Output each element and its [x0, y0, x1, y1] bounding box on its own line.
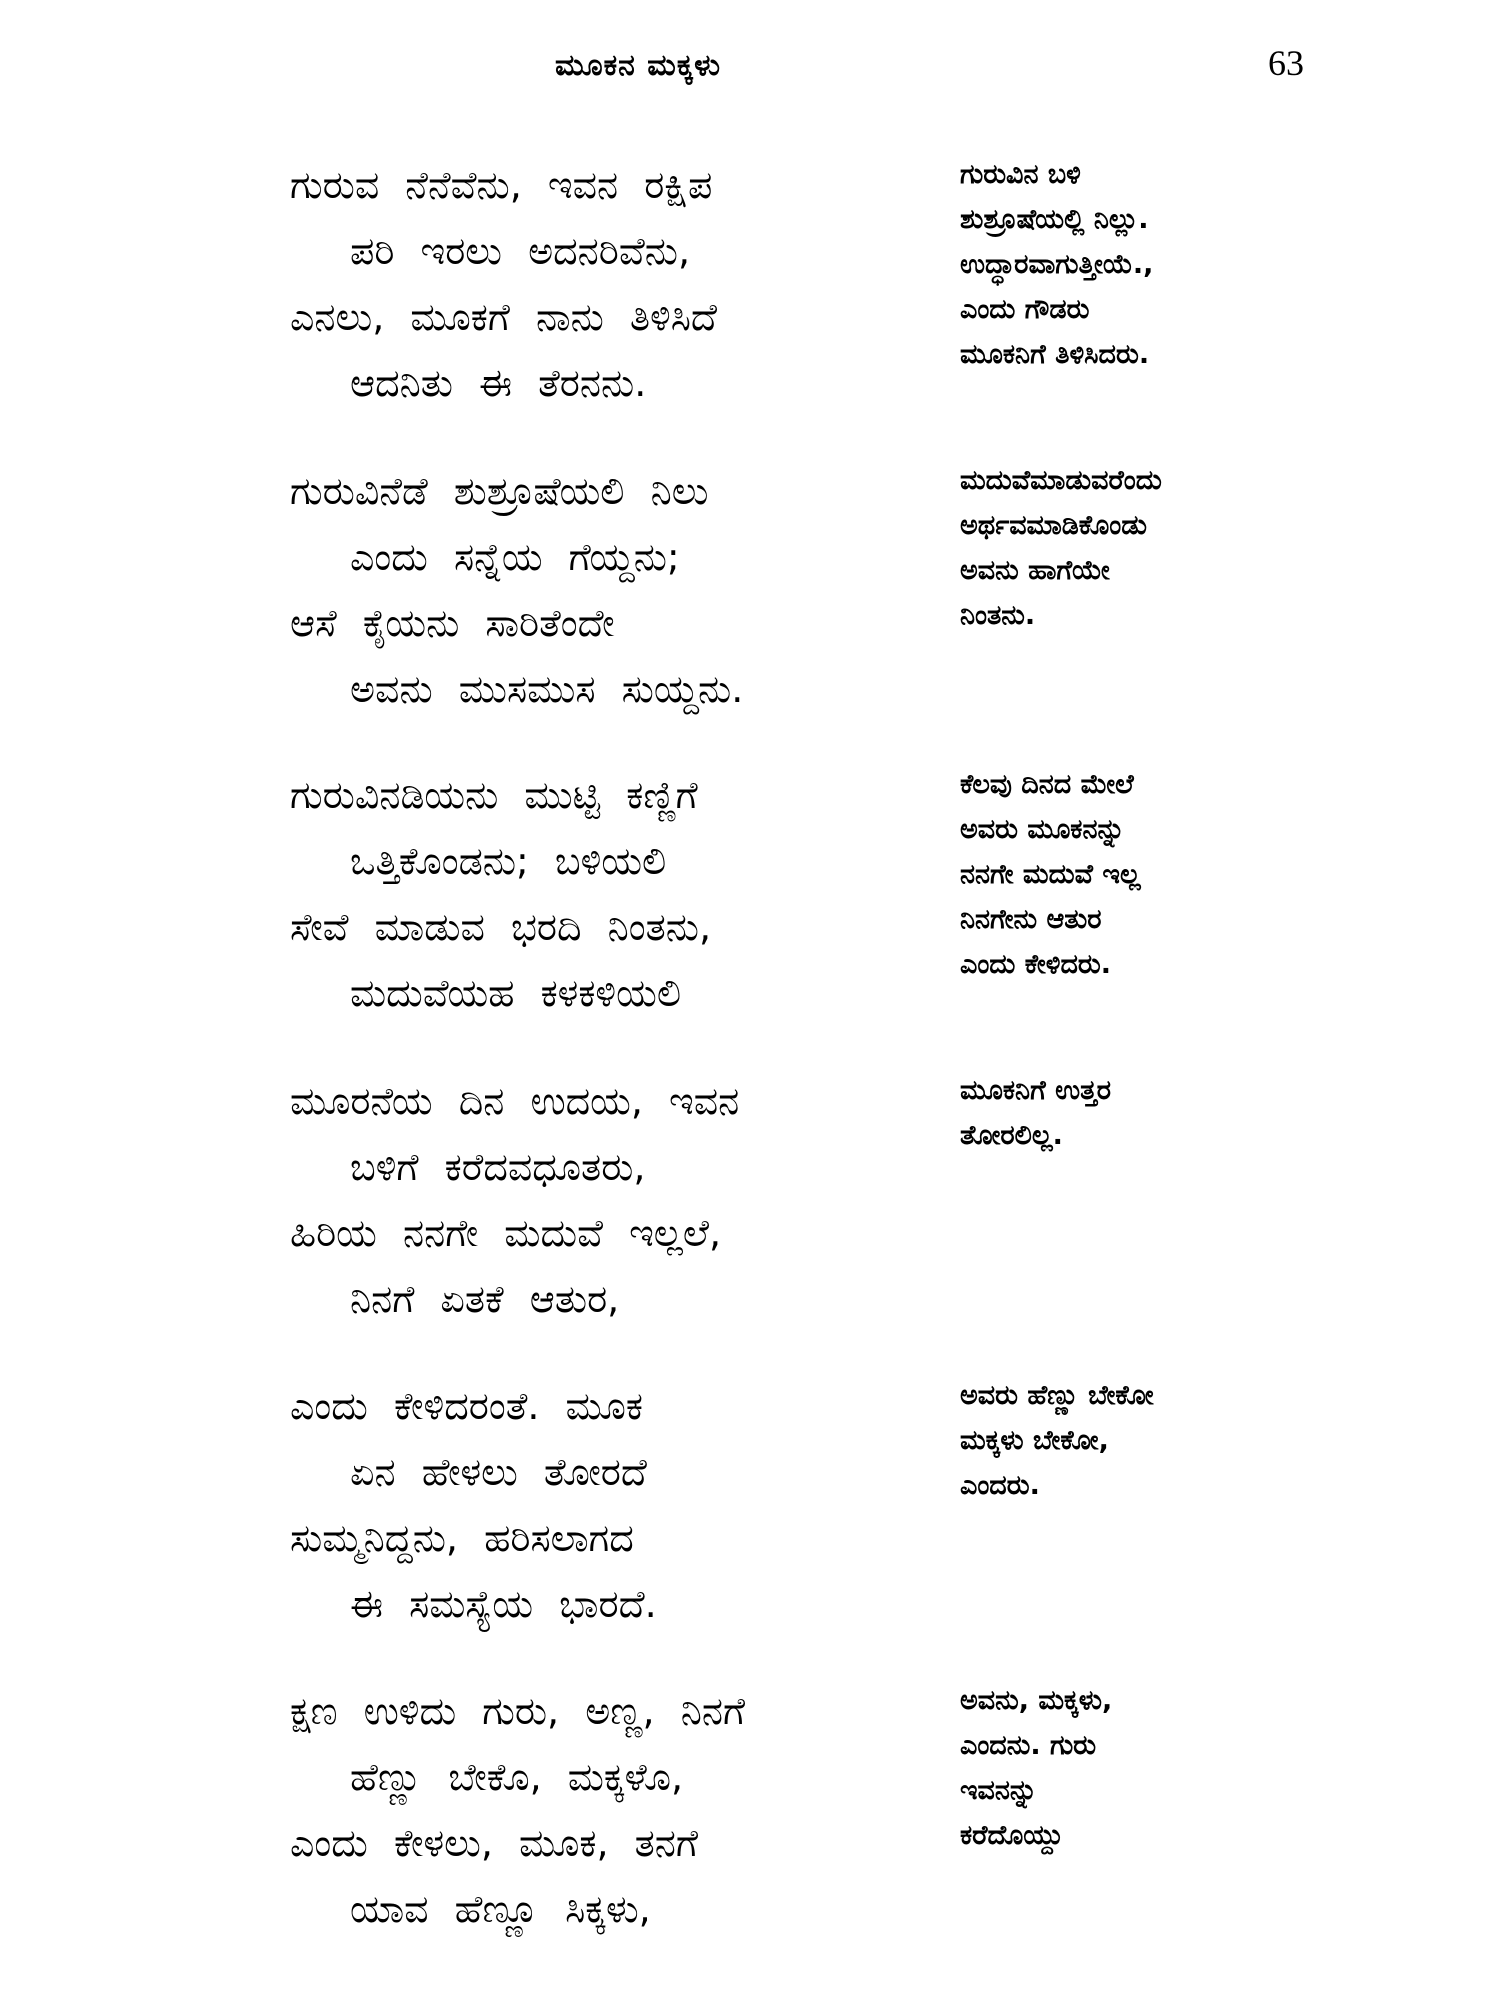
- verse-line: ಆದನಿತು ಈ ತೆರನನು.: [350, 361, 647, 405]
- verse-line: ಸೇವೆ ಮಾಡುವ ಭರದಿ ನಿಂತನು,: [290, 905, 712, 949]
- verse-line: ಗುರುವಿನೆಡೆ ಶುಶ್ರೂಷೆಯಲಿ ನಿಲು: [290, 469, 709, 513]
- verse-block: [290, 152, 930, 416]
- verse-line: ನಿನಗೆ ಏತಕೆ ಆತುರ,: [350, 1277, 620, 1321]
- verse-line: ಎಂದು ಕೇಳಿದರಂತೆ. ಮೂಕ: [290, 1384, 644, 1428]
- verse-line: ಗುರುವಿನಡಿಯನು ಮುಟ್ಟಿ ಕಣ್ಣಿಗೆ: [290, 773, 698, 817]
- verse-line: ಏನ ಹೇಳಲು ತೋರದೆ: [350, 1450, 647, 1494]
- gloss-block: [960, 458, 1420, 638]
- verse-block: [290, 1373, 930, 1637]
- verse-block: [290, 458, 930, 722]
- verse-line: ಅವನು ಮುಸಮುಸ ಸುಯ್ದನು.: [350, 667, 744, 711]
- gloss-line: ಉದ್ಧಾರವಾಗುತ್ತೀಯೆ.,: [960, 249, 1154, 280]
- gloss-line: ನಿಂತನು.: [960, 600, 1036, 631]
- gloss-block: [960, 152, 1420, 377]
- verse-line: ಎಂದು ಕೇಳಲು, ಮೂಕ, ತನಗೆ: [290, 1821, 698, 1865]
- page-header: [0, 40, 1500, 100]
- verse-line: ಎಂದು ಸನ್ನೆಯ ಗೆಯ್ದನು;: [350, 535, 680, 579]
- gloss-line: ಅರ್ಥವಮಾಡಿಕೊಂಡು: [960, 510, 1147, 541]
- gloss-line: ಎಂದು ಗೌಡರು: [960, 294, 1090, 325]
- verse-line: ಮದುವೆಯಹ ಕಳಕಳಿಯಲಿ: [350, 971, 682, 1015]
- gloss-line: ಮೂಕನಿಗೆ ಉತ್ತರ: [960, 1075, 1112, 1106]
- gloss-block: [960, 1373, 1420, 1508]
- gloss-line: ಅವನು, ಮಕ್ಕಳು,: [960, 1685, 1113, 1716]
- verse-line: ಹೆಣ್ಣು ಬೇಕೊ, ಮಕ್ಕಳೊ,: [350, 1755, 684, 1799]
- verse-block: [290, 762, 930, 1026]
- verse-line: ಆಸೆ ಕೈಯನು ಸಾರಿತೆಂದೇ: [290, 601, 615, 645]
- gloss-line: ನಿನಗೇನು ಆತುರ: [960, 904, 1102, 935]
- verse-block: [290, 1678, 930, 1942]
- verse-line: ಯಾವ ಹೆಣ್ಣೂ ಸಿಕ್ಕಳು,: [350, 1887, 651, 1931]
- gloss-line: ಮಕ್ಕಳು ಬೇಕೋ,: [960, 1425, 1109, 1456]
- gloss-line: ಕರೆದೊಯ್ದು: [960, 1820, 1064, 1851]
- verse-line: ಗುರುವ ನೆನೆವೆನು, ಇವನ ರಕ್ಷಿಪ: [290, 163, 713, 207]
- page-number: 63: [1268, 43, 1304, 83]
- gloss-line: ಇವನನ್ನು: [960, 1775, 1038, 1806]
- gloss-line: ತೋರಲಿಲ್ಲ.: [960, 1120, 1063, 1151]
- verse-line: ಬಳಿಗೆ ಕರೆದವಧೂತರು,: [350, 1145, 646, 1189]
- gloss-line: ಶುಶ್ರೂಷೆಯಲ್ಲಿ ನಿಲ್ಲು.: [960, 204, 1149, 235]
- verse-line: ಎನಲು, ಮೂಕಗೆ ನಾನು ತಿಳಿಸಿದೆ: [290, 295, 717, 339]
- gloss-line: ನನಗೇ ಮದುವೆ ಇಲ್ಲ: [960, 859, 1141, 890]
- verse-line: ಸುಮ್ಮನಿದ್ದನು, ಹರಿಸಲಾಗದ: [290, 1516, 634, 1560]
- gloss-line: ಮೂಕನಿಗೆ ತಿಳಿಸಿದರು.: [960, 339, 1150, 370]
- verse-line: ಈ ಸಮಸ್ಯೆಯ ಭಾರದೆ.: [350, 1582, 657, 1626]
- gloss-line: ಎಂದನು. ಗುರು: [960, 1730, 1097, 1761]
- verse-line: ಮೂರನೆಯ ದಿನ ಉದಯ, ಇವನ: [290, 1079, 740, 1123]
- verse-line: ಕ್ಷಣ ಉಳಿದು ಗುರು, ಅಣ್ಣ, ನಿನಗೆ: [290, 1689, 746, 1733]
- gloss-line: ಅವರು ಮೂಕನನ್ನು: [960, 814, 1125, 845]
- gloss-line: ಅವರು ಹೆಣ್ಣು ಬೇಕೋ: [960, 1380, 1154, 1411]
- gloss-line: ಕೆಲವು ದಿನದ ಮೇಲೆ: [960, 769, 1134, 800]
- gloss-block: [960, 1068, 1420, 1158]
- gloss-line: ಎಂದು ಕೇಳಿದರು.: [960, 949, 1112, 980]
- gloss-line: ಅವನು ಹಾಗೆಯೇ: [960, 555, 1110, 586]
- gloss-block: [960, 762, 1420, 987]
- verse-line: ಹಿರಿಯ ನನಗೇ ಮದುವೆ ಇಲ್ಲಲೆ,: [290, 1211, 722, 1255]
- running-title: ಮೂಕನ ಮಕ್ಕಳು: [555, 48, 722, 83]
- verse-line: ಪರಿ ಇರಲು ಅದನರಿವೆನು,: [350, 229, 691, 273]
- verse-block: [290, 1068, 930, 1332]
- verse-line: ಒತ್ತಿಕೊಂಡನು; ಬಳಿಯಲಿ: [350, 839, 667, 883]
- gloss-line: ಗುರುವಿನ ಬಳಿ: [960, 159, 1081, 190]
- gloss-line: ಮದುವೆಮಾಡುವರೆಂದು: [960, 465, 1162, 496]
- gloss-line: ಎಂದರು.: [960, 1470, 1040, 1501]
- gloss-block: [960, 1678, 1420, 1858]
